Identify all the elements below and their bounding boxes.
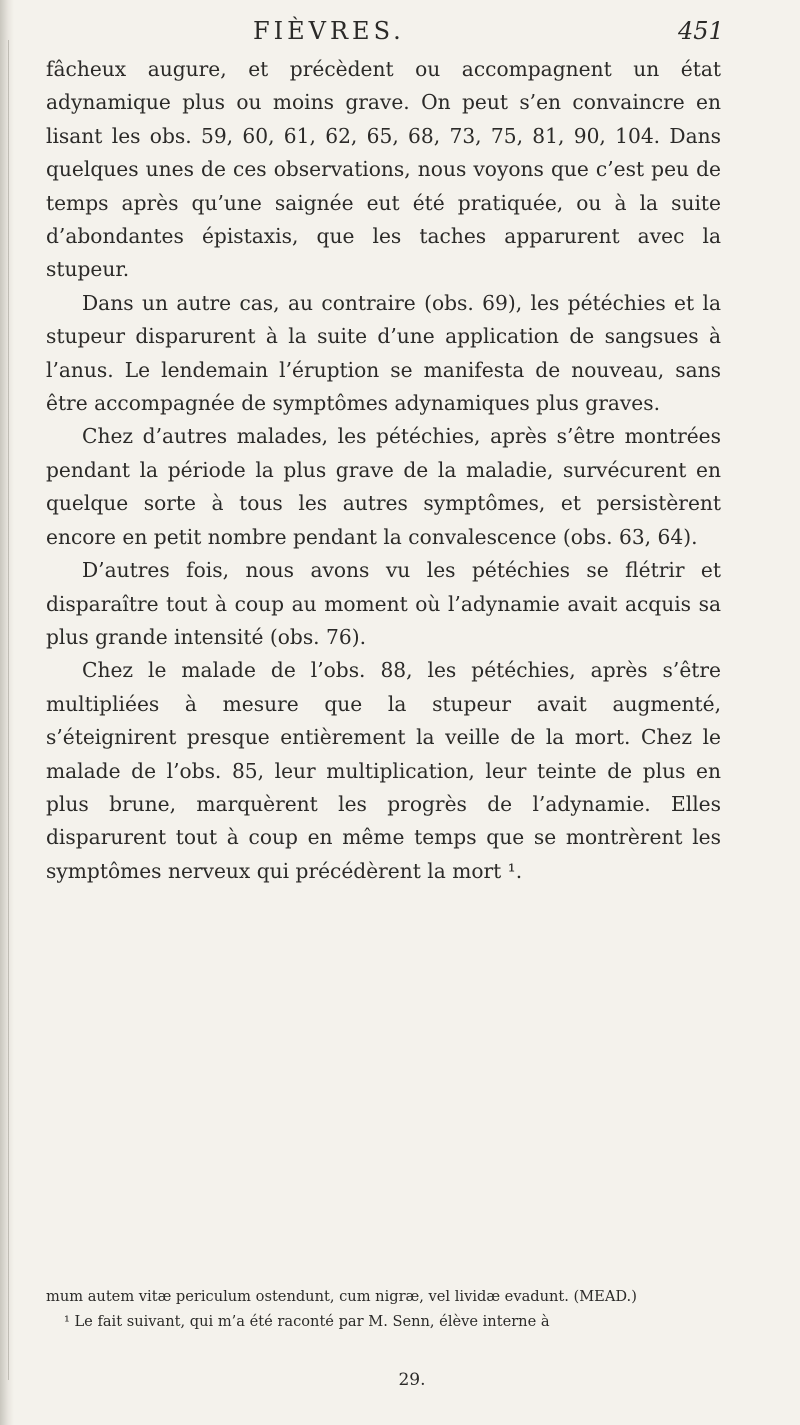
running-head	[0, 14, 800, 48]
signature-mark: 29.	[398, 1370, 426, 1390]
signature-mark-row	[0, 1368, 800, 1392]
paragraph-1: fâcheux augure, et précèdent ou accompagnent un état adynamique plus ou moins grave. On peut s’en convaincre en lisant les obs. 59, 60, 61, 62, 65, 68, 73, 75, 81, 90, 104. Dans quelques unes de ces observations, nous voyons que c’est peu de temps après qu’une saignée eut été pratiquée, ou à la suite d’abondantes épistaxis, que les taches apparurent avec la stupeur.	[46, 57, 721, 282]
footnote-1: ¹ Le fait suivant, qui m’a été raconté par M. Senn, élève interne à	[64, 1313, 550, 1330]
page-edge	[0, 0, 14, 1425]
page-number: 451	[678, 17, 724, 45]
footnote-continuation: mum autem vitæ periculum ostendunt, cum nigræ, vel lividæ evadunt. (MEAD.)	[46, 1288, 637, 1305]
paragraph-3: Chez d’autres malades, les pétéchies, après s’être montrées pendant la période la plus grave de la maladie, survécurent en quelque sorte à tous les autres symptômes, et persistèrent encore en petit nombre pendant la convalescence (obs. 63, 64).	[46, 424, 721, 549]
paragraph-4: D’autres fois, nous avons vu les pétéchies se flétrir et disparaître tout à coup au moment où l’adynamie avait acquis sa plus grande intensité (obs. 76).	[46, 558, 721, 649]
footnotes	[46, 1284, 721, 1334]
paragraph-5: Chez le malade de l’obs. 88, les pétéchies, après s’être multipliées à mesure que la stupeur avait augmenté, s’éteignirent presque entièrement la veille de la mort. Chez le malade de l’obs. 85, leur multiplication, leur teinte de plus en plus brune, marquèrent les progrès de l’adynamie. Elles disparurent tout à coup en même temps que se montrèrent les symptômes nerveux qui précédèrent la mort ¹.	[46, 658, 721, 883]
body-text	[46, 53, 721, 888]
page-edge-line	[8, 40, 9, 1380]
running-title: FIÈVRES.	[253, 17, 405, 45]
paragraph-2: Dans un autre cas, au contraire (obs. 69), les pétéchies et la stupeur disparurent à la suite d’une application de sangsues à l’anus. Le lendemain l’éruption se manifesta de nouveau, sans être accompagnée de symptômes adynamiques plus graves.	[46, 290, 721, 416]
